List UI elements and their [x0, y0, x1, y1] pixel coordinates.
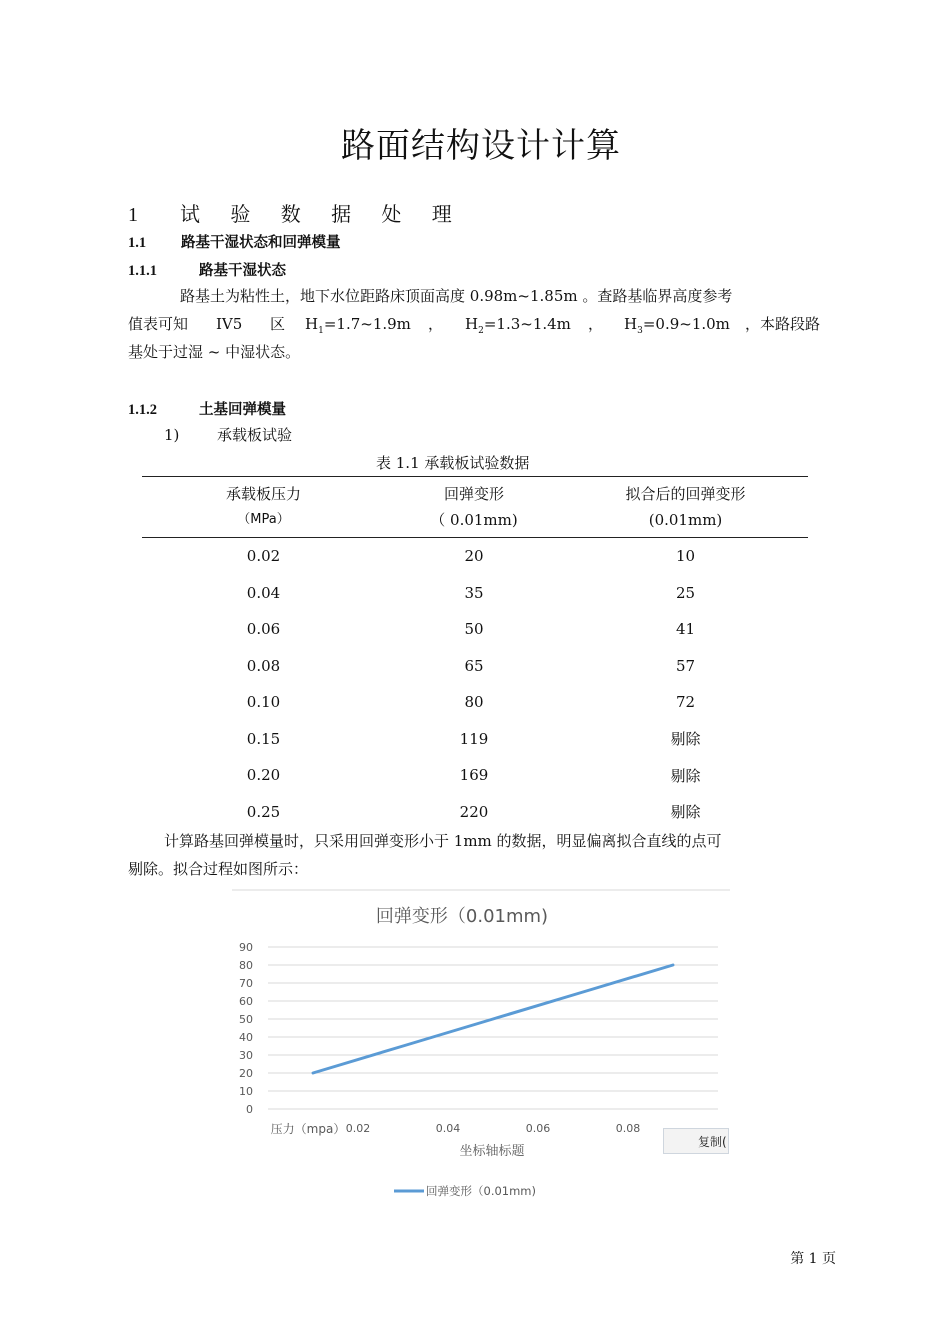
table-row [142, 794, 808, 831]
table-row [142, 684, 808, 721]
table-header-cell: 拟合后的回弹变形 (0.01mm) [563, 477, 808, 538]
section-heading-1 [128, 198, 464, 227]
table-caption: 表 1.1 承载板试验数据 [376, 454, 530, 472]
section-number: 1.1 [128, 235, 147, 251]
table-cell: 220 [459, 802, 489, 821]
y-tick-label: 40 [239, 1031, 253, 1044]
list-text: 承载板试验 [217, 426, 293, 444]
paragraph-line: 计算路基回弹模量时，只采用回弹变形小于 1mm 的数据，明显偏离拟合直线的点可 [164, 832, 722, 850]
table-header-row [142, 477, 808, 538]
paragraph-line: 剔除。拟合过程如图所示： [128, 860, 309, 878]
y-tick-label: 90 [239, 941, 253, 954]
text-span: ，本路段路 [745, 315, 821, 333]
text-span: IV5 [216, 315, 243, 333]
y-tick-label: 30 [239, 1049, 253, 1062]
section-title: 路基干湿状态和回弹模量 [181, 235, 341, 251]
table-cell: 剔除 [670, 730, 701, 749]
section-number: 1 [128, 204, 138, 226]
formula-h3: $H_3=0.9\sim 1.0m$ [624, 315, 730, 336]
table-cell: 119 [459, 729, 489, 748]
table-cell: 剔除 [670, 803, 701, 822]
y-tick-label: 60 [239, 995, 253, 1008]
page-footer: 第 1 页 [790, 1251, 836, 1267]
table-cell: 72 [675, 693, 696, 712]
formula-h1: $H_1=1.7\sim 1.9m$ [305, 315, 411, 336]
section-heading-1-1 [128, 231, 341, 252]
table-cell: 0.25 [246, 802, 281, 821]
table-cell: 剔除 [670, 766, 701, 785]
y-tick-label: 70 [239, 977, 253, 990]
table-row [142, 575, 808, 612]
text-span: 值表可知 [128, 315, 189, 333]
table-row [142, 757, 808, 794]
paragraph-line: 路基土为粘性土，地下水位距路床顶面高度 0.98m~1.85m 。查路基临界高度参考 [180, 287, 733, 305]
text-span: ， [588, 315, 604, 333]
x-tick-label: 0.02 [345, 1122, 371, 1135]
list-number: 1) [164, 426, 180, 444]
x-axis-title: 坐标轴标题 [459, 1144, 525, 1159]
y-tick-label: 10 [239, 1085, 253, 1098]
table-row [142, 721, 808, 758]
section-number: 1.1.2 [128, 402, 157, 418]
table-cell: 0.02 [246, 547, 281, 566]
table-cell: 0.08 [246, 656, 281, 675]
copy-button[interactable]: 复制( [663, 1128, 729, 1154]
legend-label: 回弹变形（0.01mm) [426, 1184, 536, 1198]
table-cell: 41 [675, 620, 696, 639]
y-tick-label: 20 [239, 1067, 253, 1080]
chart-container[interactable] [232, 889, 730, 1211]
formula-h2: $H_2=1.3\sim 1.4m$ [465, 315, 571, 336]
table-cell: 65 [464, 656, 484, 675]
paragraph-line [128, 310, 838, 338]
x-axis-tick-labels [271, 1121, 641, 1136]
x-tick-label: 压力（mpa） [270, 1122, 346, 1136]
line-chart [232, 889, 730, 1211]
table-cell: 20 [464, 547, 484, 566]
y-tick-label: 0 [246, 1103, 253, 1116]
x-tick-label: 0.04 [435, 1122, 461, 1135]
section-number: 1.1.1 [128, 263, 157, 279]
table-row [142, 538, 808, 575]
table-cell: 80 [464, 693, 484, 712]
y-tick-label: 80 [239, 959, 253, 972]
section-title: 土基回弹模量 [199, 402, 286, 418]
document-title: 路面结构设计计算 [341, 126, 621, 166]
section-title: 路基干湿状态 [199, 263, 286, 279]
table-cell: 25 [675, 583, 696, 602]
table-cell: 10 [675, 547, 696, 566]
chart-legend [394, 1184, 536, 1198]
table-row [142, 611, 808, 648]
section-title: 试 验 数 据 处 理 [180, 202, 464, 226]
table-cell: 0.10 [246, 693, 281, 712]
table-cell: 0.15 [246, 729, 281, 748]
table-header-cell: 回弹变形 （ 0.01mm) [385, 477, 563, 538]
x-tick-label: 0.08 [615, 1122, 641, 1135]
list-item [164, 421, 292, 449]
chart-title: 回弹变形（0.01mm) [375, 906, 549, 927]
paragraph-line: 基处于过湿 ~ 中湿状态。 [128, 343, 301, 361]
table-cell: 35 [464, 583, 484, 602]
x-tick-label: 0.06 [525, 1122, 551, 1135]
table-cell: 0.20 [246, 766, 281, 785]
text-span: ， [428, 315, 444, 333]
text-span: 区 [270, 315, 286, 333]
table-row [142, 648, 808, 685]
table-cell: 57 [675, 656, 696, 675]
table-cell: 0.04 [246, 583, 281, 602]
y-tick-label: 50 [239, 1013, 253, 1026]
table-cell: 50 [464, 620, 484, 639]
data-table [142, 476, 808, 830]
section-heading-1-1-1 [128, 259, 286, 280]
table-cell: 0.06 [246, 620, 281, 639]
section-heading-1-1-2 [128, 398, 286, 419]
table-cell: 169 [459, 766, 489, 785]
y-axis-tick-labels [239, 941, 253, 1116]
table-header-cell: 承载板压力 （MPa） [142, 477, 385, 538]
